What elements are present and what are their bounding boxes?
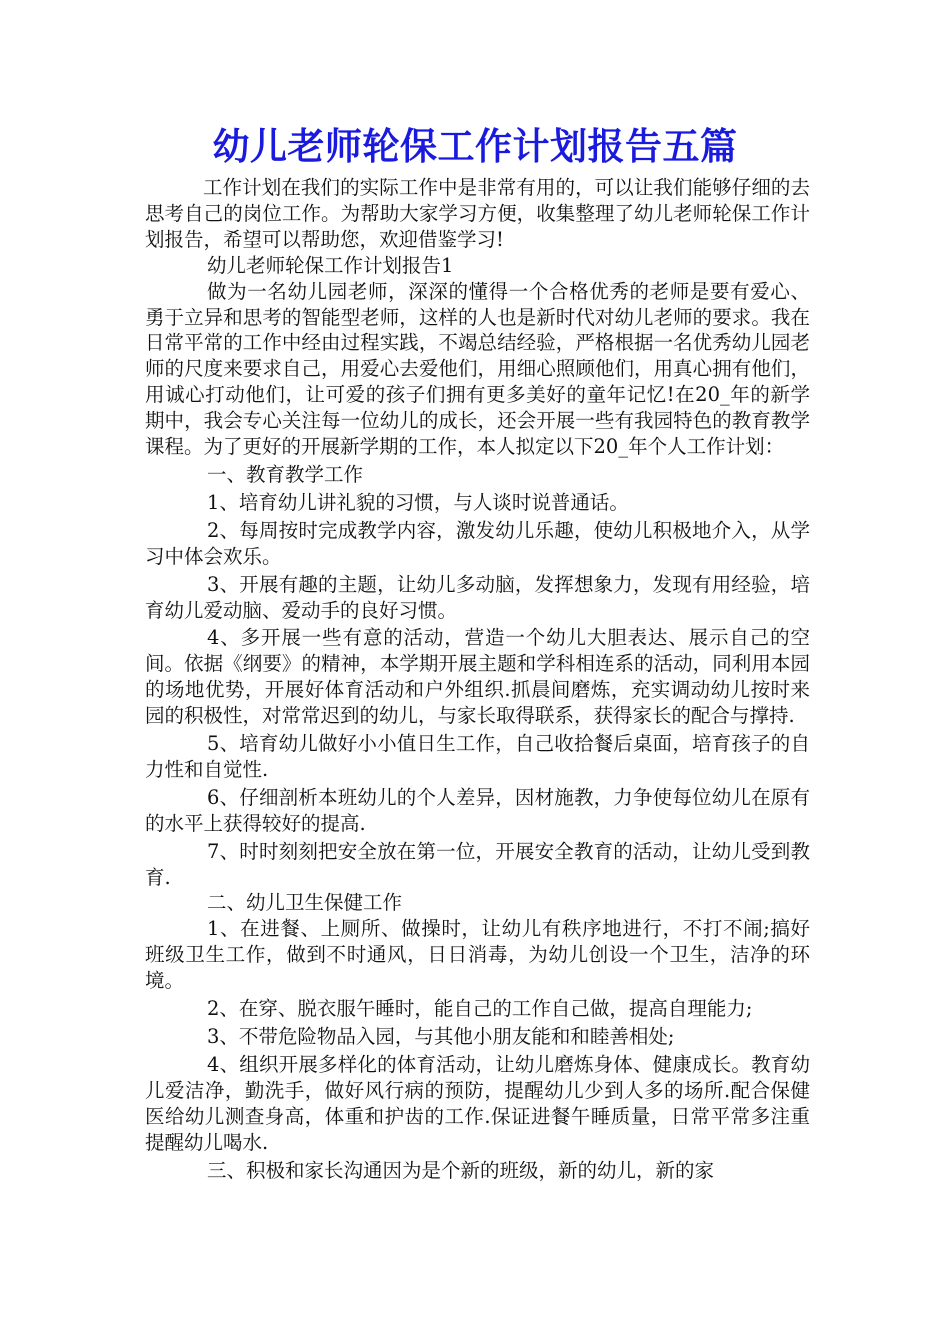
list-item: 3、开展有趣的主题，让幼儿多动脑，发挥想象力，发现有用经验，培育幼儿爱动脑、爱动手的良好习惯。 [145, 572, 810, 622]
list-item: 2、在穿、脱衣服午睡时，能自己的工作自己做，提高自理能力; [207, 997, 753, 1021]
paragraph-opening: 做为一名幼儿园老师，深深的懂得一个合格优秀的老师是要有爱心、勇于立异和思考的智能型老师，这样的人也是新时代对幼儿老师的要求。我在日常平常的工作中经由过程实践，不竭总结经验，严格根据一名优秀幼儿园老师的尺度来要求自己，用爱心去爱他们，用细心照顾他们，用真心拥有他们，用诚心打动他们，让可爱的孩子们拥有更多美好的童年记忆!在20_年的新学期中，我会专心关注每一位幼儿的成长，还会开展一些有我园特色的教育教学课程。为了更好的开展新学期的工作，本人拟定以下20_年个人工作计划： [145, 279, 810, 459]
section-heading: 二、幼儿卫生保健工作 [207, 891, 403, 915]
list-item: 4、多开展一些有意的活动，营造一个幼儿大胆表达、展示自己的空间。依据《纲要》的精神，本学期开展主题和学科相连系的活动，同利用本园的场地优势，开展好体育活动和户外组织.抓晨间磨炼，充实调动幼儿按时来园的积极性，对常常迟到的幼儿，与家长取得联系，获得家长的配合与撑持. [145, 626, 810, 728]
section-heading: 三、积极和家长沟通因为是个新的班级，新的幼儿，新的家 [207, 1158, 715, 1182]
list-item: 7、时时刻刻把安全放在第一位，开展安全教育的活动，让幼儿受到教育. [145, 839, 810, 889]
report-heading: 幼儿老师轮保工作计划报告1 [207, 253, 454, 277]
list-item: 6、仔细剖析本班幼儿的个人差异，因材施教，力争使每位幼儿在原有的水平上获得较好的提高. [145, 785, 810, 835]
document-title: 幼儿老师轮保工作计划报告五篇 [212, 125, 738, 168]
paragraph-intro: 工作计划在我们的实际工作中是非常有用的，可以让我们能够仔细的去思考自己的岗位工作。为帮助大家学习方便，收集整理了幼儿老师轮保工作计划报告，希望可以帮助您，欢迎借鉴学习! [145, 176, 810, 251]
list-item: 2、每周按时完成教学内容，激发幼儿乐趣，使幼儿积极地介入，从学习中体会欢乐。 [145, 518, 810, 568]
section-heading: 一、教育教学工作 [207, 462, 364, 486]
list-item: 3、不带危险物品入园，与其他小朋友能和和睦善相处; [207, 1025, 675, 1048]
list-item: 1、在进餐、上厕所、做操时，让幼儿有秩序地进行，不打不闹;搞好班级卫生工作，做到不时通风，日日消毒，为幼儿创设一个卫生，洁净的环境。 [145, 917, 810, 993]
list-item: 5、培育幼儿做好小小值日生工作，自己收拾餐后桌面，培育孩子的自力性和自觉性. [145, 732, 810, 781]
list-item: 4、组织开展多样化的体育活动，让幼儿磨炼身体、健康成长。教育幼儿爱洁净，勤洗手，做好风行病的预防，提醒幼儿少到人多的场所.配合保健医给幼儿测查身高，体重和护齿的工作.保证进餐午睡质量，日常平常多注重提醒幼儿喝水. [145, 1052, 810, 1154]
list-item: 1、培育幼儿讲礼貌的习惯，与人谈时说普通话。 [207, 490, 629, 514]
document-body [145, 175, 810, 1183]
